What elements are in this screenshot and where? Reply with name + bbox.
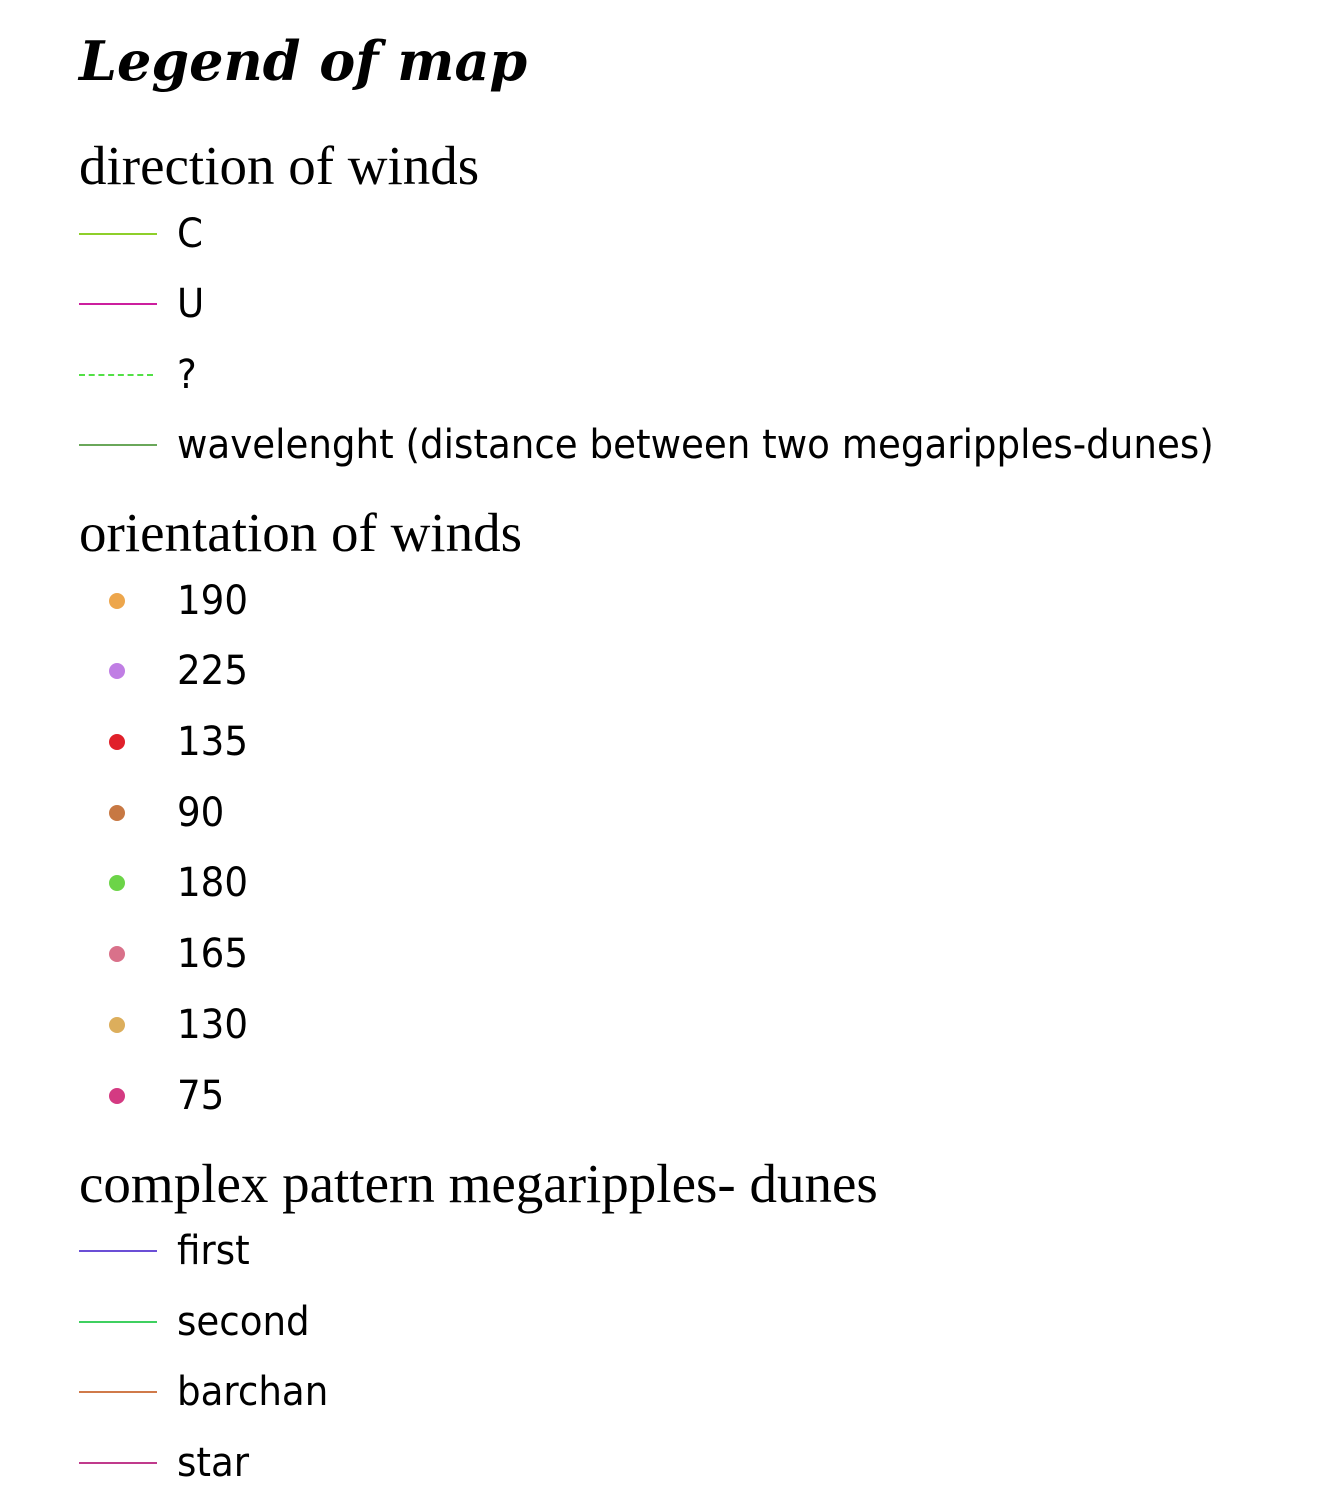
legend-item-label: 190 xyxy=(177,578,249,624)
legend-item-orientation-190 xyxy=(0,571,1340,631)
point-symbol-icon xyxy=(109,1017,125,1033)
point-symbol-icon xyxy=(109,1088,125,1104)
legend-item-label: 130 xyxy=(177,1002,249,1048)
legend-item-label: ? xyxy=(177,352,197,398)
point-symbol-icon xyxy=(109,663,125,679)
direction-of-winds-heading: direction of winds xyxy=(79,135,480,196)
legend-item-label: second xyxy=(177,1299,310,1345)
legend-item-direction-c xyxy=(0,204,1340,264)
line-symbol-icon xyxy=(79,1250,157,1252)
line-symbol-icon xyxy=(79,1321,157,1323)
legend-item-orientation-165 xyxy=(0,924,1340,984)
legend-item-barchan xyxy=(0,1362,1340,1422)
legend-item-orientation-90 xyxy=(0,783,1340,843)
legend-item-wavelength xyxy=(0,415,1340,475)
legend-item-label: C xyxy=(177,211,203,257)
line-symbol-icon xyxy=(79,233,157,235)
line-symbol-icon xyxy=(79,1462,157,1464)
legend-item-label: barchan xyxy=(177,1369,329,1415)
dashed-line-symbol-icon xyxy=(79,374,153,376)
line-symbol-icon xyxy=(79,1391,157,1393)
point-symbol-icon xyxy=(109,593,125,609)
legend-item-label: 75 xyxy=(177,1073,225,1119)
legend-item-label: star xyxy=(177,1440,250,1486)
complex-pattern-heading: complex pattern megaripples- dunes xyxy=(79,1153,878,1214)
legend-title: Legend of map xyxy=(79,29,528,93)
legend-item-orientation-225 xyxy=(0,641,1340,701)
legend-item-orientation-180 xyxy=(0,853,1340,913)
legend-item-label: first xyxy=(177,1228,250,1274)
legend-item-direction-u xyxy=(0,274,1340,334)
point-symbol-icon xyxy=(109,875,125,891)
legend-item-label: 180 xyxy=(177,860,249,906)
legend-item-label: 225 xyxy=(177,648,249,694)
point-symbol-icon xyxy=(109,805,125,821)
point-symbol-icon xyxy=(109,946,125,962)
line-symbol-icon xyxy=(79,444,157,446)
point-symbol-icon xyxy=(109,734,125,750)
legend-item-orientation-130 xyxy=(0,995,1340,1055)
legend-item-label: 165 xyxy=(177,931,249,977)
legend-item-second xyxy=(0,1292,1340,1352)
orientation-of-winds-heading: orientation of winds xyxy=(79,502,522,563)
legend-item-label: wavelenght (distance between two megaripples-dunes) xyxy=(177,422,1214,468)
legend-item-label: 90 xyxy=(177,790,225,836)
legend-item-label: U xyxy=(177,281,205,327)
legend-item-orientation-75 xyxy=(0,1066,1340,1126)
legend-item-star xyxy=(0,1433,1340,1493)
line-symbol-icon xyxy=(79,303,157,305)
legend-item-direction-unknown xyxy=(0,345,1340,405)
legend-item-label: 135 xyxy=(177,719,249,765)
legend-item-first xyxy=(0,1221,1340,1281)
legend-item-orientation-135 xyxy=(0,712,1340,772)
